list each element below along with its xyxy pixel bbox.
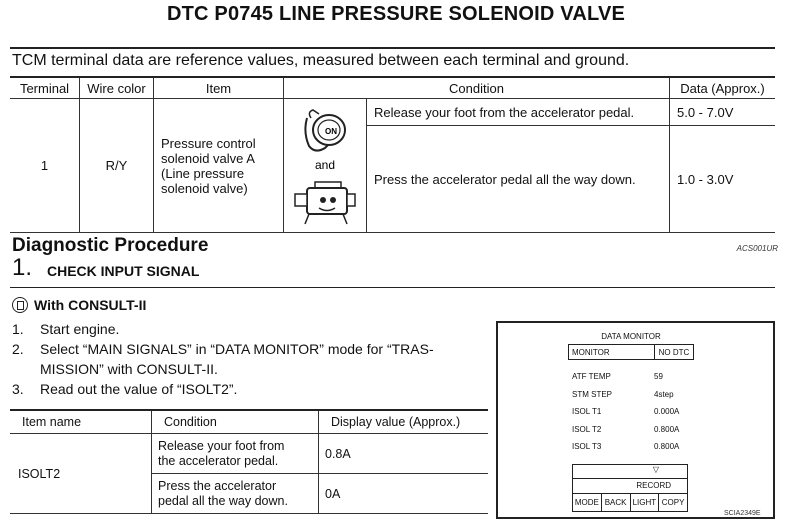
procedure-steps [12, 319, 492, 399]
record-button[interactable]: RECORD [573, 479, 687, 494]
wire-color: R/Y [80, 99, 154, 233]
monitor-header-right: NO DTC [658, 347, 690, 357]
item-name: ISOLT2 [10, 434, 152, 514]
reference-code: ACS001UR [736, 244, 778, 253]
terminal-table [10, 76, 775, 233]
consult-heading: With CONSULT-II [12, 297, 146, 313]
light-button[interactable]: LIGHT [631, 494, 660, 511]
condition-icons [284, 99, 367, 233]
top-rule [10, 47, 775, 49]
data-monitor-screen [568, 332, 694, 512]
header-condition: Condition [152, 410, 319, 434]
ignition-key-on-icon [285, 102, 365, 230]
consult-tool-icon [12, 297, 28, 313]
monitor-row: ISOL T3 0.800A [572, 442, 680, 451]
header-terminal: Terminal [10, 77, 80, 99]
svg-text:ON: ON [325, 126, 337, 136]
list-item: MISSION” with CONSULT-II. [40, 361, 218, 377]
monitor-row: ATF TEMP 59 [572, 372, 663, 381]
condition-press: Press the accelerator pedal all the way down. [152, 474, 319, 514]
list-item: 1. Start engine. [12, 321, 120, 337]
condition-press: Press the accelerator pedal all the way down. [367, 126, 670, 233]
header-display-value: Display value (Approx.) [319, 410, 489, 434]
item-description: Pressure control solenoid valve A (Line pressure solenoid valve) [154, 99, 284, 233]
header-item-name: Item name [10, 410, 152, 434]
header-data: Data (Approx.) [670, 77, 776, 99]
back-button[interactable]: BACK [602, 494, 631, 511]
mode-button[interactable]: MODE [573, 494, 602, 511]
monitor-row: STM STEP 4step [572, 389, 674, 399]
monitor-title: DATA MONITOR [601, 332, 661, 341]
copy-button[interactable]: COPY [661, 497, 685, 507]
display-value-release: 0.8A [319, 434, 489, 474]
value-table [10, 409, 488, 514]
terminal-number: 1 [10, 99, 80, 233]
page-title: DTC P0745 LINE PRESSURE SOLENOID VALVE [166, 3, 626, 25]
condition-release: Release your foot from the accelerator pedal. [367, 99, 670, 126]
step-title: CHECK INPUT SIGNAL [47, 263, 200, 279]
step-number: 1. [12, 254, 33, 281]
header-wire-color: Wire color [80, 77, 154, 99]
scroll-down-icon[interactable]: ▽ [573, 465, 687, 479]
monitor-row: ISOL T1 0.000A [572, 407, 680, 416]
tcm-note: TCM terminal data are reference values, measured between each terminal and ground. [12, 52, 630, 69]
step-rule [10, 287, 775, 288]
figure-code: SCIA2349E [724, 510, 761, 517]
monitor-row: ISOL T2 0.800A [572, 424, 680, 434]
value-press: 1.0 - 3.0V [670, 126, 776, 233]
display-value-press: 0A [319, 474, 489, 514]
condition-release: Release your foot from the accelerator pedal. [152, 434, 319, 474]
header-condition: Condition [284, 77, 670, 99]
and-label: and [314, 157, 336, 172]
diagnostic-heading: Diagnostic Procedure [12, 235, 209, 256]
monitor-header-left: MONITOR [569, 345, 655, 359]
list-item: 2. Select “MAIN SIGNALS” in “DATA MONITOR” mode for “TRAS- [12, 341, 434, 357]
list-item: 3. Read out the value of “ISOLT2”. [12, 381, 238, 397]
value-release: 5.0 - 7.0V [670, 99, 776, 126]
header-item: Item [154, 77, 284, 99]
